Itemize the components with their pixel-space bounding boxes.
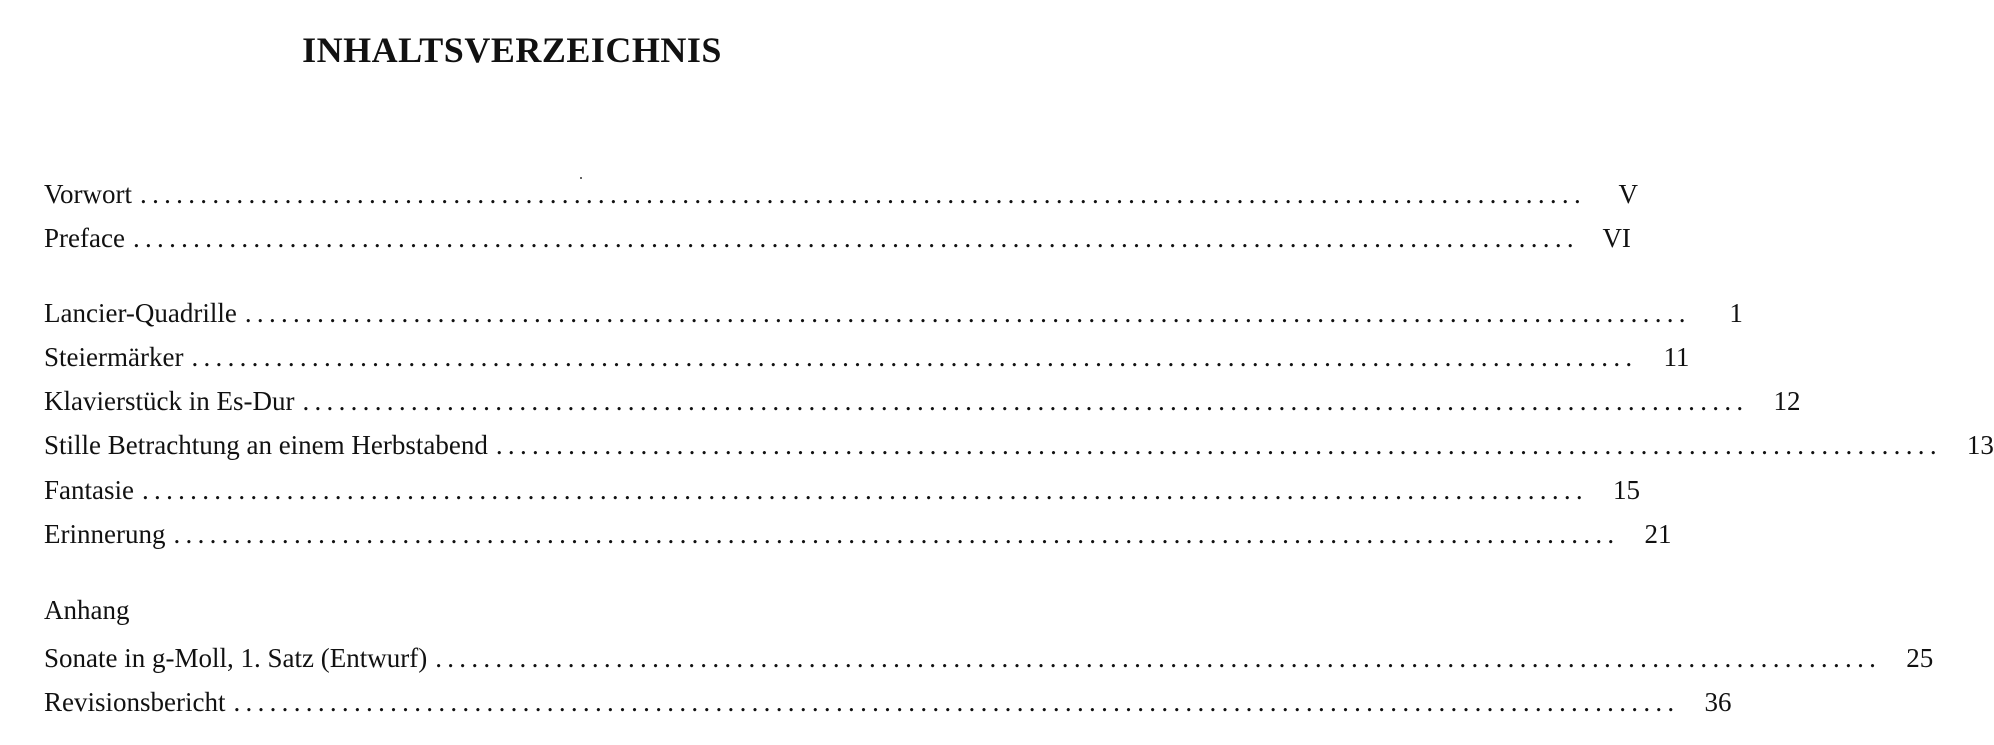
toc-entry-label: Preface: [44, 223, 125, 253]
dot-leader: ........................................................................................................................: [140, 179, 1587, 209]
toc-entry-label: Steiermärker: [44, 342, 184, 372]
toc-entry-label: Klavierstück in Es-Dur: [44, 386, 295, 416]
dot-leader: ........................................................................................................................: [173, 519, 1620, 549]
toc-entry: [44, 176, 1639, 212]
toc-entry: [44, 383, 1801, 419]
toc-entry-label: Revisionsbericht: [44, 687, 226, 717]
toc-entry: [44, 220, 1631, 256]
toc-entry-label: Fantasie: [44, 475, 134, 505]
dot-leader: ........................................................................................................................: [191, 342, 1638, 372]
dot-leader: ........................................................................................................................: [302, 386, 1749, 416]
toc-entry-label: Vorwort: [44, 179, 133, 209]
dot-leader: ........................................................................................................................: [132, 223, 1579, 253]
toc-entry-page: 13: [1966, 430, 1994, 460]
dot-leader: ........................................................................................................................: [141, 475, 1588, 505]
page-title: INHALTSVERZEICHNIS: [302, 30, 722, 70]
dot-leader: ........................................................................................................................: [435, 643, 1882, 673]
dot-leader: ........................................................................................................................: [495, 430, 1942, 460]
toc-entry-label: Sonate in g-Moll, 1. Satz (Entwurf): [44, 643, 428, 673]
toc-entry-page: 21: [1644, 519, 1672, 549]
toc-entry-page: 36: [1704, 687, 1732, 717]
toc-entry-label: Stille Betrachtung an einem Herbstabend: [44, 430, 488, 460]
toc-entry-page: 1: [1729, 298, 1743, 328]
toc-entry: [44, 339, 1690, 375]
toc-entry: [44, 472, 1640, 508]
toc-entry-page: 15: [1612, 475, 1640, 505]
toc-entry: [44, 640, 1934, 676]
toc-entry-label: Lancier-Quadrille: [44, 298, 237, 328]
toc-entry-page: VI: [1602, 223, 1631, 253]
toc-entry: [44, 516, 1672, 552]
toc-entry: [44, 427, 1994, 463]
toc-entry-page: 25: [1906, 643, 1934, 673]
appendix-heading: Anhang: [44, 595, 130, 625]
dot-leader: ........................................................................................................................: [244, 298, 1691, 328]
toc-entry-page: 11: [1663, 342, 1690, 372]
toc-entry-page: V: [1618, 179, 1639, 209]
toc-entry: [44, 684, 1732, 720]
toc-entry-label: Erinnerung: [44, 519, 166, 549]
toc-entry: [44, 295, 1743, 331]
dot-leader: ........................................................................................................................: [233, 687, 1680, 717]
toc-entry-page: 12: [1773, 386, 1801, 416]
